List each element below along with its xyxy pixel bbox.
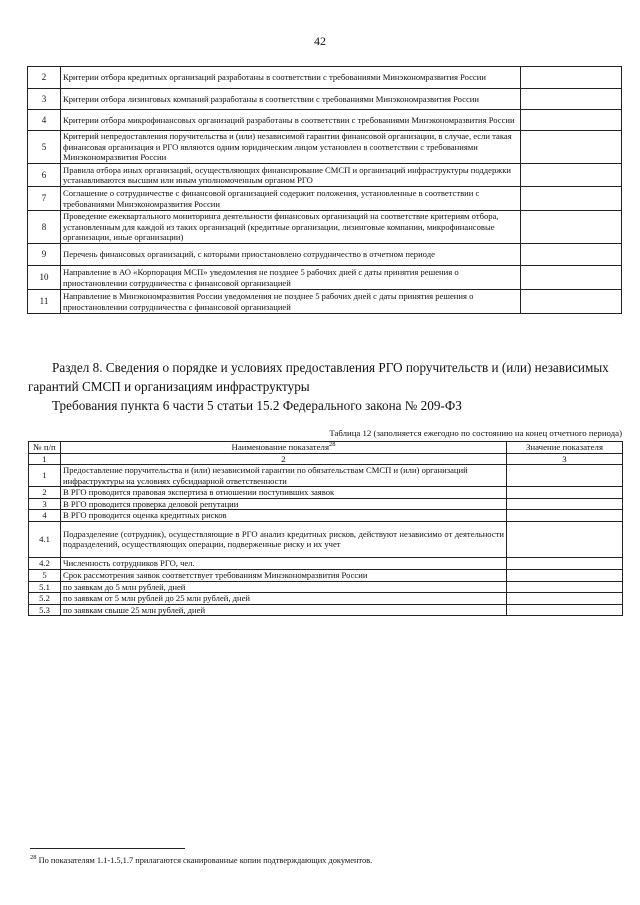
table-header-row (29, 442, 623, 454)
col-number-3: 3 (507, 453, 623, 465)
row-number: 5.2 (29, 593, 61, 605)
header-name-text: Наименование показателя (231, 442, 329, 452)
row-indicator: по заявкам до 5 млн рублей, дней (61, 581, 507, 593)
row-indicator: В РГО проводится проверка деловой репутации (61, 498, 507, 510)
row-number: 8 (28, 211, 61, 244)
row-value (521, 211, 622, 244)
table-row (29, 569, 623, 581)
row-indicator: Срок рассмотрения заявок соответствует требованиям Минэкономразвития России (61, 569, 507, 581)
table-row (29, 498, 623, 510)
row-value (507, 510, 623, 522)
row-number: 5.3 (29, 604, 61, 616)
row-value (521, 89, 622, 110)
table-row (28, 164, 622, 187)
row-number: 3 (29, 498, 61, 510)
table-row (28, 67, 622, 89)
row-criterion: Соглашение о сотрудничестве с финансовой организацией содержит положения, установленные в соответствии с требованиями Минэкономразвития России (61, 187, 521, 211)
row-value (521, 131, 622, 164)
row-number: 2 (29, 487, 61, 499)
table-caption: Таблица 12 (заполняется ежегодно по состоянию на конец отчетного периода) (329, 428, 622, 438)
row-indicator: Подразделение (сотрудник), осуществляющие в РГО анализ кредитных рисков, действуют независимо от деятельности подразделений, осуществляющих операции, подверженные риску и их учет (61, 521, 507, 557)
footnote (30, 856, 610, 865)
table-row (29, 510, 623, 522)
table-row (29, 593, 623, 605)
row-indicator: В РГО проводится оценка кредитных рисков (61, 510, 507, 522)
row-criterion: Правила отбора иных организаций, осуществляющих финансирование СМСП и организаций инфраструктуры поддержки устанавливаются высшим или иным уполномоченным органом РГО (61, 164, 521, 187)
table-row (28, 211, 622, 244)
table-row (29, 581, 623, 593)
row-indicator: Предоставление поручительства и (или) независимой гарантии по обязательствам СМСП и (или) организаций инфраструктуры на условиях субсидиарной ответственности (61, 465, 507, 487)
row-value (507, 487, 623, 499)
row-number: 5 (29, 569, 61, 581)
criteria-table (27, 66, 622, 314)
row-criterion: Перечень финансовых организаций, с которыми приостановлено сотрудничество в отчетном периоде (61, 244, 521, 266)
footnote-text: По показателям 1.1-1.5,1.7 прилагаются сканированные копии подтверждающих документов. (38, 856, 373, 865)
row-number: 9 (28, 244, 61, 266)
indicators-table (28, 441, 623, 616)
table-row (28, 244, 622, 266)
page-number: 42 (314, 34, 326, 48)
row-number: 4.1 (29, 521, 61, 557)
header-name (61, 442, 507, 454)
row-criterion: Направление в Минэкономразвития России уведомления не позднее 5 рабочих дней с даты принятия решения о приостановлении сотрудничества с финансовой организацией (61, 290, 521, 314)
row-number: 4 (29, 510, 61, 522)
row-value (521, 110, 622, 131)
row-criterion: Направление в АО «Корпорация МСП» уведомления не позднее 5 рабочих дней с даты принятия решения о приостановлении сотрудничества с финансовой организацией (61, 266, 521, 290)
footnote-ref: 28 (329, 441, 336, 449)
row-value (521, 187, 622, 211)
row-criterion: Критерии отбора кредитных организаций разработаны в соответствии с требованиями Минэкономразвития России (61, 67, 521, 89)
row-number: 10 (28, 266, 61, 290)
table-row (28, 266, 622, 290)
row-number: 5 (28, 131, 61, 164)
row-value (521, 164, 622, 187)
row-value (507, 593, 623, 605)
table-row (29, 487, 623, 499)
row-value (507, 498, 623, 510)
row-value (507, 604, 623, 616)
column-number-row (29, 453, 623, 465)
row-value (521, 290, 622, 314)
table-row (29, 557, 623, 569)
row-criterion: Проведение ежеквартального мониторинга деятельности финансовых организаций на соответствие критериям отбора, установленным для каждой из таких организаций (кредитные организации, лизинговые компании, микрофинансовые организации, иные организации) (61, 211, 521, 244)
row-value (521, 266, 622, 290)
table-row (28, 110, 622, 131)
table-row (29, 604, 623, 616)
row-indicator: В РГО проводится правовая экспертиза в отношении поступивших заявок (61, 487, 507, 499)
section-requirement: Требования пункта 6 части 5 статьи 15.2 Федерального закона № 209-ФЗ (52, 398, 462, 413)
row-number: 11 (28, 290, 61, 314)
col-number-2: 2 (61, 453, 507, 465)
row-number: 4 (28, 110, 61, 131)
col-number-1: 1 (29, 453, 61, 465)
row-criterion: Критерий непредоставления поручительства и (или) независимой гарантии финансовой организации, в случае, если такая финансовая организация и РГО являются одним юридическим лицом установлен в соответствии с требованиями Минэкономразвития России (61, 131, 521, 164)
row-number: 2 (28, 67, 61, 89)
row-number: 5.1 (29, 581, 61, 593)
header-value: Значение показателя (507, 442, 623, 454)
row-criterion: Критерии отбора микрофинансовых организаций разработаны в соответствии с требованиями Минэкономразвития России (61, 110, 521, 131)
row-number: 1 (29, 465, 61, 487)
row-value (507, 581, 623, 593)
row-number: 3 (28, 89, 61, 110)
table-row (28, 290, 622, 314)
row-indicator: Численность сотрудников РГО, чел. (61, 557, 507, 569)
row-value (507, 569, 623, 581)
table-row (28, 187, 622, 211)
row-number: 6 (28, 164, 61, 187)
row-value (521, 244, 622, 266)
footnote-mark: 28 (30, 854, 37, 862)
footnote-divider (30, 848, 185, 849)
row-value (507, 557, 623, 569)
row-number: 7 (28, 187, 61, 211)
row-number: 4.2 (29, 557, 61, 569)
row-value (521, 67, 622, 89)
table-row (28, 89, 622, 110)
row-value (507, 521, 623, 557)
table-row (28, 131, 622, 164)
row-criterion: Критерии отбора лизинговых компаний разработаны в соответствии с требованиями Минэкономразвития России (61, 89, 521, 110)
table-row (29, 521, 623, 557)
section-title: Раздел 8. Сведения о порядке и условиях предоставления РГО поручительств и (или) независимых гарантий СМСП и организациям инфраструктуры (28, 360, 609, 394)
row-value (507, 465, 623, 487)
row-indicator: по заявкам от 5 млн рублей до 25 млн рублей, дней (61, 593, 507, 605)
header-num: № п/п (29, 442, 61, 454)
table-row (29, 465, 623, 487)
row-indicator: по заявкам свыше 25 млн рублей, дней (61, 604, 507, 616)
